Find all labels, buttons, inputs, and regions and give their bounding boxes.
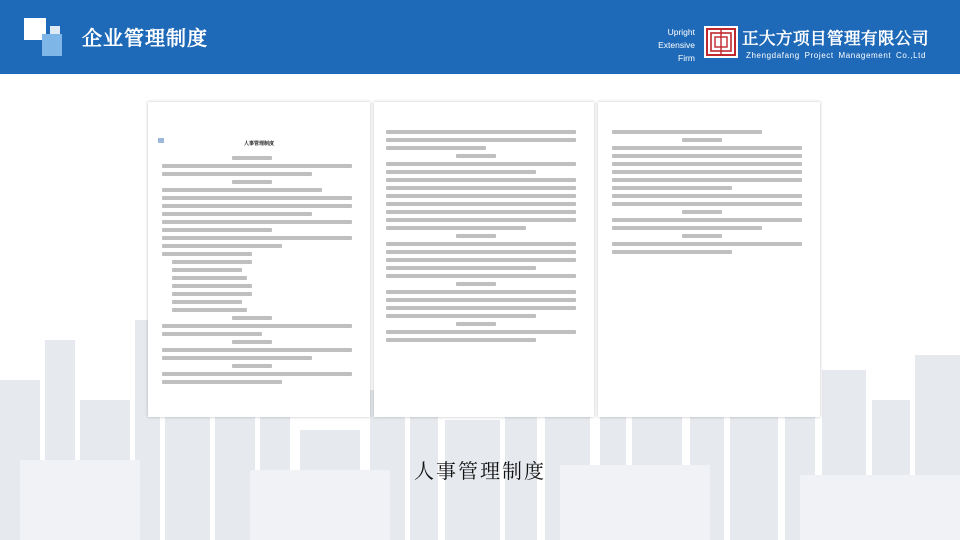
text-line [386,176,582,184]
text-line [386,184,582,192]
company-name-english: Zhengdafang Project Management Co.,Ltd [746,51,927,60]
text-line [612,248,806,256]
page-title: 企业管理制度 [82,26,208,50]
page-text-block [612,128,806,256]
text-line [386,288,582,296]
text-line [612,232,806,240]
text-line [162,322,356,330]
text-line [162,218,356,226]
text-line [612,192,806,200]
text-line [162,178,356,186]
text-line [386,192,582,200]
text-line [162,210,356,218]
text-line [162,346,356,354]
text-line [612,208,806,216]
text-line [162,234,356,242]
text-line [612,144,806,152]
text-line [386,216,582,224]
text-line [386,304,582,312]
text-line [386,200,582,208]
text-line [612,240,806,248]
text-line [386,136,582,144]
text-line [162,338,356,346]
text-line [386,264,582,272]
page-text-block [386,128,582,344]
text-line [386,240,582,248]
text-line [612,184,806,192]
document-title: 人事管理制度 [244,141,275,147]
caption-title: 人事管理制度 [414,459,546,483]
text-line [386,328,582,336]
text-line [162,274,356,282]
text-line [162,370,356,378]
text-line [162,226,356,234]
app-logo-icon [24,18,64,58]
doc-marker-icon [158,138,164,143]
text-line [162,194,356,202]
text-line [386,208,582,216]
text-line [162,298,356,306]
text-line [386,312,582,320]
text-line [386,280,582,288]
text-line [386,152,582,160]
text-line [162,354,356,362]
text-line [162,314,356,322]
text-line [386,248,582,256]
tagline-line: Upright [667,27,695,37]
page-text-block [162,154,356,386]
text-line [386,296,582,304]
text-line [612,168,806,176]
text-line [162,290,356,298]
text-line [162,162,356,170]
text-line [162,266,356,274]
tagline-line: Firm [678,53,695,63]
text-line [386,320,582,328]
text-line [386,144,582,152]
text-line [612,152,806,160]
text-line [612,128,806,136]
document-page-1 [148,102,370,417]
text-line [162,258,356,266]
company-logo-icon [704,26,738,58]
text-line [386,128,582,136]
text-line [612,136,806,144]
text-line [162,362,356,370]
text-line [162,186,356,194]
text-line [162,378,356,386]
text-line [386,232,582,240]
text-line [386,336,582,344]
text-line [386,224,582,232]
document-page-3 [598,102,820,417]
document-page-2 [374,102,594,417]
text-line [386,168,582,176]
text-line [612,216,806,224]
tagline [658,26,695,65]
company-name: 正大方项目管理有限公司 [742,29,929,48]
header-bar [0,0,960,74]
text-line [612,200,806,208]
text-line [162,282,356,290]
text-line [386,272,582,280]
text-line [162,330,356,338]
text-line [162,306,356,314]
text-line [386,160,582,168]
text-line [386,256,582,264]
text-line [162,242,356,250]
text-line [162,202,356,210]
tagline-line: Extensive [658,40,695,50]
text-line [162,170,356,178]
text-line [612,176,806,184]
text-line [612,224,806,232]
text-line [162,250,356,258]
text-line [162,154,356,162]
text-line [612,160,806,168]
